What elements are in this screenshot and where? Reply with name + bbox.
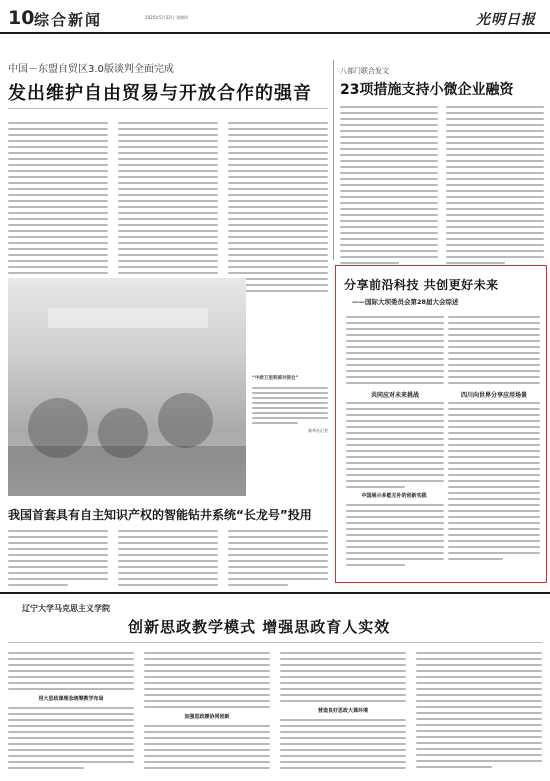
top-story-kicker[interactable]: 中国－东盟自贸区3.0版谈判全面完成: [8, 64, 174, 75]
middle-story-headline[interactable]: 我国首套具有自主知识产权的智能钻井系统“长龙号”投用: [8, 508, 312, 522]
featured-subhead: ——国际大坝委员会第28届大会综述: [352, 298, 459, 306]
featured-section-2-heading: 中国展示多能互补的创新实践: [361, 493, 427, 499]
bottom-subsection-1: 用大思政课理念统筹教学布局: [38, 696, 104, 702]
photo-caption-title: “中欧万里铁骑对接会”: [252, 376, 299, 381]
side-story-kicker[interactable]: 八部门联合发文: [340, 67, 389, 75]
top-story-headline[interactable]: 发出维护自由贸易与开放合作的强音: [8, 83, 312, 104]
column-divider: [333, 60, 334, 260]
featured-section-1-heading: 共同应对未来挑战: [370, 392, 419, 399]
bottom-subsection-2: 加强思政課协同创新: [184, 714, 230, 720]
bottom-story-kicker[interactable]: 辽宁大学马克思主义学院: [22, 604, 110, 613]
divider: [8, 642, 542, 643]
news-photo: [8, 278, 246, 496]
middle-story: [8, 506, 328, 523]
section-divider: [0, 592, 550, 594]
divider: [8, 108, 328, 109]
page-header: [0, 0, 550, 34]
page-number: 10: [8, 7, 35, 29]
side-story: [340, 66, 545, 99]
masthead-logo: 光明日报: [476, 12, 536, 28]
middle-story-body: [8, 530, 328, 586]
top-story-body: [8, 122, 328, 292]
photo-credit: 新华社记者: [308, 427, 328, 433]
top-story: [8, 60, 328, 105]
side-story-body: [340, 106, 545, 264]
section-title: 综合新闻: [34, 11, 103, 29]
side-story-headline[interactable]: 23项措施支持小微企业融资: [340, 82, 514, 98]
bottom-subsection-3: 营造良好思政大课环境: [317, 708, 368, 714]
bottom-story-body: [8, 652, 542, 769]
date-info: 2025年5月22日 星期四: [145, 15, 189, 20]
featured-headline[interactable]: 分享前沿科技 共创更好未来: [344, 278, 499, 292]
bottom-story-headline[interactable]: 创新思政教学模式 增强思政育人实效: [128, 618, 391, 636]
photo-caption: [252, 376, 328, 434]
featured-article-box: [335, 265, 547, 583]
featured-section-3-heading: 四川向世界分享应用场景: [460, 392, 527, 399]
